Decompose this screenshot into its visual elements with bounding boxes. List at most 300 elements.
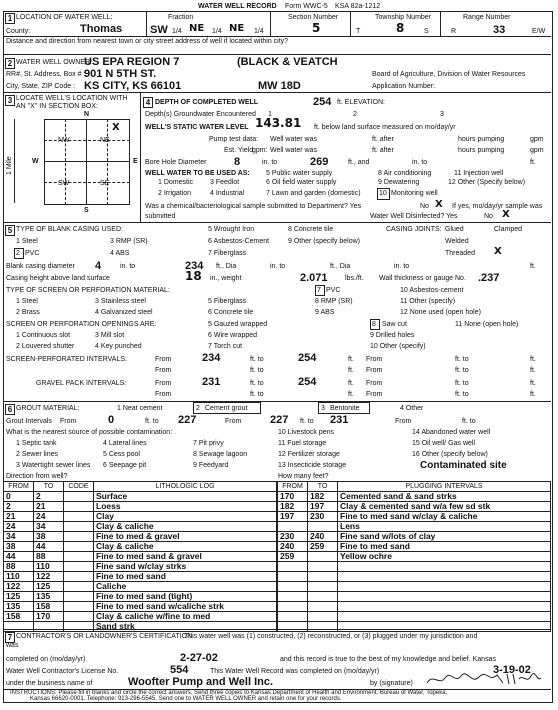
plug-from [278,582,308,592]
bore-ft: ft. [530,159,536,166]
table-row [4,542,277,552]
spi-label: SCREEN-PERFORATED INTERVALS: [6,356,127,363]
spi-from-label-2: From [366,356,383,363]
contam-8: 8 Sewage lagoon [193,451,248,458]
contam-9: 9 Feedyard [193,462,229,469]
table-row [278,492,551,502]
use-2: 2 Irrigation [158,190,192,197]
plug-header-intervals: PLUGGING INTERVALS [338,482,551,492]
license-value: 554 [170,664,189,676]
casing-9: 9 Other (specify below) [288,238,360,245]
east-label: E [133,158,138,165]
diameter-in-to-3: in. to [394,263,410,270]
log-description: Clay & caliche w/fine to med [94,612,277,622]
use-10-label: Monitoring well [391,190,438,197]
joints-label: CASING JOINTS: [386,226,442,233]
log-from: 0 [4,492,34,502]
chem-label: Was a chemical/bacteriological sample submitted to Department? Yes [145,203,362,210]
contam-3: 3 Watertight sewer lines [16,462,91,469]
hours-label-2: hours pumping [458,147,505,154]
sw-label: SW [58,180,70,187]
log-to: 38 [34,532,64,542]
screen-4: 4 Galvanized steel [95,309,153,316]
screen-1: 1 Steel [16,298,38,305]
log-code [64,522,94,532]
plug-to: 259 [308,542,338,552]
record-completed-value: 3-19-02 [493,664,531,676]
completed-label: completed on (mo/day/yr) [6,656,86,663]
table-row [278,532,551,542]
divider [3,36,551,37]
joint-clamped: Clamped [494,226,523,233]
use-8: 8 Air conditioning [378,170,432,177]
address-value: 901 N 5TH ST. [84,68,157,80]
grid-line [44,182,130,183]
north-label: N [84,111,90,118]
log-to: 158 [34,602,64,612]
static-level-value: 143.81 [255,116,302,130]
contam-1: 1 Septic tank [16,440,57,447]
gpi-ft-label-2: ft. [530,380,536,387]
casing-5: 5 Wrought Iron [208,226,255,233]
opening-7: 7 Torch cut [208,343,243,350]
gpi-to-label-2: ft. to [455,380,469,387]
use-9: 9 Dewatering [378,179,420,186]
log-empty [64,622,94,632]
joint-threaded: Threaded [445,250,475,257]
diameter-value: 4 [95,260,102,272]
range-label: Range Number [463,14,511,21]
log-description: Surface [94,492,277,502]
contam-other-value: Contaminated site [420,460,507,471]
plug-to [308,582,338,592]
spi-from-value: 234 [202,352,221,364]
plug-description [338,572,551,582]
submitted-label: submitted [145,213,176,220]
gpi-to-label-3: ft. to [250,391,264,398]
location-label: LOCATION OF WATER WELL: [16,14,113,21]
divider [3,401,551,402]
table-row [4,552,277,562]
table-row [4,532,277,542]
diameter-label: Blank casing diameter [6,263,75,270]
groundwater-2: 2 [353,111,357,118]
opening-2: 2 Louvered shutter [16,343,75,350]
plug-description: Cemented sand & sand strks [338,492,551,502]
gi-from-label-2: From [225,418,242,425]
spi-from-label: From [155,356,172,363]
joint-threaded-mark: X [494,246,502,257]
city-label: City, State, ZIP Code : [6,83,75,90]
yield-label: Est. Yield [224,147,254,154]
certification-label: CONTRACTOR'S OR LANDOWNER'S CERTIFICATION: [16,633,195,640]
hours-label: hours pumping [458,136,505,143]
table-row [278,522,551,532]
west-label: W [32,158,39,165]
opening-5: 5 Gauzed wrapped [208,321,268,328]
address-label: RR#, St. Address, Box # : [6,71,86,78]
table-row [278,552,551,562]
casing-4: 4 ABS [110,250,130,257]
table-row [4,602,277,612]
table-row [4,582,277,592]
divider [146,12,147,36]
plug-to [308,572,338,582]
plug-from [278,562,308,572]
bore-ft-and: ft., and [348,159,370,166]
chem-no: No [420,203,429,210]
log-empty [34,622,64,632]
log-from: 110 [4,572,34,582]
bore-value: 8 [234,156,241,168]
plug-description: Fine to med sand w/clay & caliche [338,512,551,522]
log-description: Clay [94,512,277,522]
log-to: 2 [34,492,64,502]
log-code [64,572,94,582]
screen-5: 5 Fiberglass [208,298,247,305]
locator-label: LOCATE WELL'S LOCATION WITH AN "X" IN SECTION BOX: [16,95,128,110]
quarter-3: 1/4 [254,28,264,35]
completed-value: 2-27-02 [180,652,218,664]
screen-3: 3 Stainless steel [95,298,146,305]
spi-ft-label-3: ft. [348,367,354,374]
log-code [64,612,94,622]
plug-description-continued [338,622,551,632]
instructions-line-2: Kansas 66620-0001. Telephone: 913-296-5545. Send one to WATER WELL OWNER and retain one for your records. [30,696,342,702]
opening-8-label: Saw cut [382,321,407,328]
log-description: Fine to med sand (tight) [94,592,277,602]
plug-from: 240 [278,542,308,552]
diameter-in-to-2: in. to [270,263,286,270]
opening-6: 6 Wire wrapped [208,332,258,339]
log-description: Fine to med & gravel [94,532,277,542]
south-label: S [84,207,89,214]
static-level-tail: ft. below land surface measured on mo/day/yr [314,124,456,131]
depth-label: DEPTH OF COMPLETED WELL [155,99,259,106]
use-3: 3 Feedlot [210,179,240,186]
height-value: 18 [185,269,202,283]
plug-to [308,552,338,562]
screen-8: 8 RMP (SR) [315,298,353,305]
log-description: Caliche [94,582,277,592]
grid-line [86,119,87,205]
contam-15: 15 Oil well/ Gas well [412,440,476,447]
log-from: 38 [4,542,34,552]
table-row [4,522,277,532]
table-row [278,582,551,592]
county-value: Thomas [80,23,123,35]
plug-to: 240 [308,532,338,542]
instructions-line-1: INSTRUCTIONS: Please fill in blanks and circle the correct answers. Send three copies to Kansas Department of Health and Environment, Bureau of Water, Topeka, [10,690,448,696]
table-row [4,572,277,582]
divider [270,12,271,36]
opening-9: 9 Drilled holes [370,332,415,339]
divider [3,629,551,630]
spi-ft-label-2: ft. [530,356,536,363]
section-number-label: Section Number [288,14,339,21]
plug-to [308,612,338,622]
casing-8: 8 Concrete tile [288,226,334,233]
divider [3,54,551,55]
elevation-label: ft. ELEVATION: [337,99,385,106]
distance-label: Distance and direction from nearest town or city street address of well if located within city? [6,38,289,45]
height-label: Casing height above land surface [6,275,110,282]
table-row [278,622,551,632]
gi-from-value-2: 227 [270,414,289,426]
log-description: Clay & caliche [94,522,277,532]
screen-11: 11 Other (specify) [400,298,456,305]
log-to: 125 [34,582,64,592]
opening-10: 10 Other (specify) [370,343,426,350]
weight-label: in., weight [210,275,242,282]
log-code [64,502,94,512]
log-header-litho: LITHOLOGIC LOG [94,482,277,492]
groundwater-1: 1 [268,111,272,118]
log-description: Clay & caliche [94,542,277,552]
joint-glued: Glued [445,226,464,233]
township-t: T [356,28,361,35]
spi-from-label-3: From [155,367,172,374]
ksa-reference: KSA 82a-1212 [335,3,381,10]
gpm-label: gpm [530,136,544,143]
log-from: 34 [4,532,34,542]
divider [350,12,351,36]
plug-description: Yellow ochre [338,552,551,562]
casing-2-number: 2 [16,250,20,257]
use-5: 5 Public water supply [266,170,333,177]
plug-description: Lens [338,522,551,532]
opening-3: 3 Mill slot [95,332,125,339]
yield-gpm-label: gpm: [252,147,268,154]
section-5-number: 5 [5,225,15,236]
table-row [278,512,551,522]
contam-6: 6 Seepage pit [103,462,147,469]
gi-to-label-3: ft. to [462,418,476,425]
opening-8-number: 8 [372,321,376,328]
business-value: Woofter Pump and Well Inc. [128,676,274,688]
table-row [4,612,277,622]
section-4-number: 4 [143,97,153,108]
gpi-ft-label-3: ft. [348,391,354,398]
log-to: 110 [34,562,64,572]
bore-label: Bore Hole Diameter [145,159,207,166]
spi-to-label-2: ft. to [455,356,469,363]
gi-from-value: 0 [108,414,115,426]
log-code [64,552,94,562]
disinfect-no: No [484,213,493,220]
use-7: 7 Lawn and garden (domestic) [266,190,361,197]
plug-description [338,602,551,612]
table-row [4,622,277,632]
table-row [4,502,277,512]
plug-description: Clay & cemented sand w/a few sd stk [338,502,551,512]
casing-3: 3 RMP (SR) [110,238,148,245]
section-2-number: 2 [5,58,15,69]
application-label: Application Number: [372,83,436,90]
board-label: Board of Agriculture, Division of Water Resources [372,71,526,78]
log-code [64,512,94,522]
section-6-number: 6 [5,404,15,415]
divider [3,222,551,223]
bore-in-to-2: in. to [412,159,428,166]
contam-14: 14 Abandoned water well [412,429,491,436]
plug-description: Fine to med sand [338,542,551,552]
table-row [4,592,277,602]
gi-to-value: 227 [178,414,197,426]
chem-no-mark: X [435,199,443,210]
contam-5: 5 Cess pool [103,451,140,458]
bore-in-to: in. to [262,159,278,166]
se-label: SE [100,180,110,187]
screen-10: 10 Asbestos-cement [400,287,464,294]
township-s: S [424,28,429,35]
spi-to-label-3: ft. to [250,367,264,374]
log-to: 122 [34,572,64,582]
gpi-to-label: ft. to [250,380,264,387]
openings-label: SCREEN OR PERFORATION OPENINGS ARE: [6,321,157,328]
casing-1: 1 Steel [16,238,38,245]
fraction-2: NE [189,23,205,34]
log-description: Fine to med sand [94,572,277,582]
record-text: and this record is true to the best of my knowledge and belief. Kansas [280,656,496,663]
log-header-code: CODE [64,482,94,492]
business-label: under the business name of [6,680,93,687]
opening-1: 1 Continuous slot [16,332,71,339]
diameter-in-to: in. to [120,263,136,270]
owner-secondary: (BLACK & VEATCH [237,56,338,68]
log-code [64,562,94,572]
grid-line [65,119,66,205]
depth-value: 254 [313,96,332,108]
use-1: 1 Domestic [158,179,194,186]
log-code [64,582,94,592]
gpi-ft-label-4: ft. [530,391,536,398]
plug-header-to: TO [308,482,338,492]
static-level-label: WELL'S STATIC WATER LEVEL [145,124,249,131]
section-number-value: 5 [312,21,321,35]
log-from: 122 [4,582,34,592]
contam-7: 7 Pit privy [193,440,224,447]
wall-value: .237 [478,272,500,284]
screen-7-number: 7 [317,287,321,294]
diameter-ft: ft. [530,263,536,270]
fraction-label: Fraction [168,14,194,21]
gpi-from-label-3: From [155,391,172,398]
section-7-number: 7 [5,632,15,643]
table-row [278,562,551,572]
certification-was: was [6,642,19,649]
log-from: 158 [4,612,34,622]
table-row [278,602,551,612]
plug-empty [278,622,308,632]
table-row [4,512,277,522]
diameter-ft-dia-2: ft., Dia [330,263,351,270]
grout-1: 1 Neat cement [117,405,163,412]
form-title: WATER WELL RECORD [198,3,277,10]
log-description: Fine to med sand & gravel [94,552,277,562]
divider [140,92,141,222]
bore-depth-value: 269 [310,156,329,168]
gpi-from-label: From [155,380,172,387]
plug-from: 197 [278,512,308,522]
log-description: Fine to med sand w/caliche strk [94,602,277,612]
township-label: Township Number [375,14,432,21]
plugging-table [277,481,551,632]
log-to: 135 [34,592,64,602]
casing-label: TYPE OF BLANK CASING USED: [16,226,123,233]
log-empty [4,622,34,632]
quarter-1: 1/4 [172,28,182,35]
grout-2-number: 2 [196,405,200,412]
plug-from: 259 [278,552,308,562]
contam-12: 12 Fertilizer storage [278,451,340,458]
log-header-from: FROM [4,482,34,492]
city-value: KS CITY, KS 66101 [84,80,182,92]
table-row [4,562,277,572]
license-label: Water Well Contractor's License No. [6,668,119,675]
screen-label: TYPE OF SCREEN OR PERFORATION MATERIAL: [6,287,170,294]
plug-description [338,592,551,602]
gpi-ft-label: ft. [348,380,354,387]
log-to: 88 [34,552,64,562]
use-label: WELL WATER TO BE USED AS: [145,170,250,177]
gi-to-value-2: 231 [330,414,349,426]
spi-ft-label: ft. [348,356,354,363]
log-from: 44 [4,552,34,562]
weight-value: 2.071 [300,272,328,284]
divider [440,12,441,36]
spi-ft-label-4: ft. [530,367,536,374]
table-row [278,542,551,552]
table-row [278,592,551,602]
plug-to: 230 [308,512,338,522]
grid-line [44,140,130,141]
screen-9: 9 ABS [315,309,335,316]
wall-label: Wall thickness or gauge No. [379,275,466,282]
screen-2: 2 Brass [16,309,40,316]
range-r: R [451,28,457,35]
use-4: 4 Industrial [210,190,245,197]
log-to: 24 [34,512,64,522]
signature-label: by (signature) [370,680,413,687]
plug-from [278,602,308,612]
log-from: 135 [4,602,34,612]
grout-intervals-label: Grout Intervals [6,418,52,425]
gpi-label: GRAVEL PACK INTERVALS: [36,380,127,387]
well-id: MW 18D [258,80,301,92]
plug-from: 170 [278,492,308,502]
plug-description: Fine sand w/lots of clay [338,532,551,542]
log-to: 44 [34,542,64,552]
use-12: 12 Other (Specify below) [448,179,526,186]
use-11: 11 Injection well [454,170,504,177]
plug-empty [308,622,338,632]
plug-header-from: FROM [278,482,308,492]
plug-description [338,582,551,592]
plug-to: 182 [308,492,338,502]
gpm-label-2: gpm [530,147,544,154]
range-ew: E/W [532,28,546,35]
log-code [64,602,94,612]
log-code [64,532,94,542]
spi-to-label: ft. to [250,356,264,363]
casing-6: 6 Asbestos-Cement [208,238,270,245]
after-label-2: ft. after [372,147,394,154]
plug-to [308,562,338,572]
range-value: 33 [493,24,506,36]
plug-description [338,562,551,572]
gi-to-label-2: ft. to [300,418,314,425]
